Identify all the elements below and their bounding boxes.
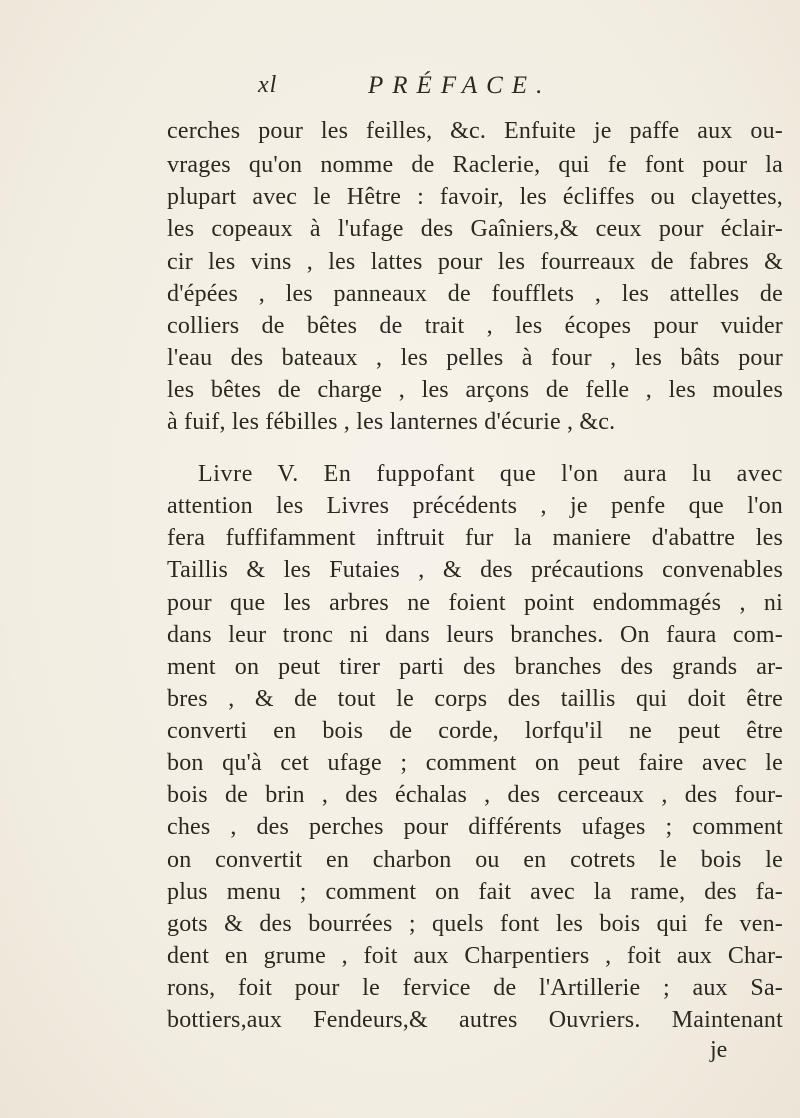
text-line: rons, foit pour le fervice de l'Artillerie ; aux Sa-	[167, 975, 783, 1001]
text-line: ches , des perches pour différents ufages ; comment	[167, 814, 783, 840]
text-line: colliers de bêtes de trait , les écopes pour vuider	[167, 313, 783, 339]
text-line: bon qu'à cet ufage ; comment on peut faire avec le	[167, 750, 783, 776]
text-line: dent en grume , foit aux Charpentiers , foit aux Char-	[167, 943, 783, 969]
text-line: les bêtes de charge , les arçons de felle , les moules	[167, 377, 783, 403]
text-line: pour que les arbres ne foient point endommagés , ni	[167, 590, 783, 616]
text-line: fera fuffifamment inftruit fur la maniere d'abattre les	[167, 525, 783, 551]
text-line: bois de brin , des échalas , des cerceaux , des four-	[167, 782, 783, 808]
text-line: vrages qu'on nomme de Raclerie, qui fe font pour la	[167, 152, 783, 178]
text-line: gots & des bourrées ; quels font les bois qui fe ven-	[167, 911, 783, 937]
text-line: ment on peut tirer parti des branches des grands ar-	[167, 654, 783, 680]
text-line: les copeaux à l'ufage des Gaîniers,& ceux pour éclair-	[167, 216, 783, 242]
text-line: l'eau des bateaux , les pelles à four , les bâts pour	[167, 345, 783, 371]
text-line: cerches pour les feilles, &c. Enfuite je paffe aux ou-	[167, 118, 783, 144]
text-line: Livre V. En fuppofant que l'on aura lu avec	[198, 461, 783, 487]
running-title: PRÉFACE.	[368, 72, 552, 99]
text-line: cir les vins , les lattes pour les fourreaux de fabres &	[167, 249, 783, 275]
text-line: on convertit en charbon ou en cotrets le bois le	[167, 847, 783, 873]
page-number: xl	[258, 72, 278, 98]
text-line: plus menu ; comment on fait avec la rame, des fa-	[167, 879, 783, 905]
text-line: dans leur tronc ni dans leurs branches. On faura com-	[167, 622, 783, 648]
text-line: d'épées , les panneaux de foufflets , les attelles de	[167, 281, 783, 307]
text-line: Taillis & les Futaies , & des précautions convenables	[167, 557, 783, 583]
catchword: je	[710, 1037, 728, 1063]
text-line: attention les Livres précédents , je penfe que l'on	[167, 493, 783, 519]
text-line: bottiers,aux Fendeurs,& autres Ouvriers. Maintenant	[167, 1007, 783, 1033]
page-header	[0, 72, 800, 112]
text-line: converti en bois de corde, lorfqu'il ne peut être	[167, 718, 783, 744]
text-line: à fuif, les fébilles , les lanternes d'écurie , &c.	[167, 409, 616, 435]
text-line: plupart avec le Hêtre : favoir, les écliffes ou clayettes,	[167, 184, 783, 210]
text-line: bres , & de tout le corps des taillis qui doit être	[167, 686, 783, 712]
